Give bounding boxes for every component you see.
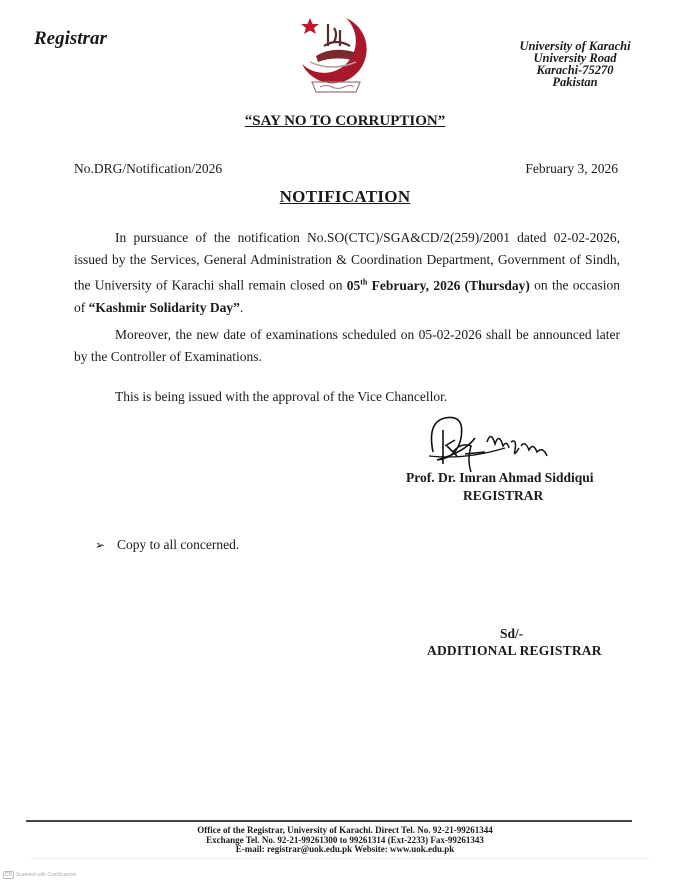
signed-mark: Sd/- bbox=[500, 626, 524, 641]
scanner-text: Scanned with CamScanner bbox=[15, 872, 77, 878]
p2-text: Moreover, the new date of examinations scheduled on 05-02-2026 shall be announced later by the Controller of Examinations. bbox=[74, 327, 620, 364]
document-title: NOTIFICATION bbox=[279, 187, 411, 206]
p1-text-c: . bbox=[239, 299, 244, 315]
signatory-name: Prof. Dr. Imran Ahmad Siddiqui bbox=[406, 470, 594, 485]
occasion-name: “Kashmir Solidarity Day” bbox=[88, 299, 240, 315]
office-heading: Registrar bbox=[34, 28, 107, 49]
footer-divider bbox=[26, 820, 632, 822]
closure-day-suffix: th bbox=[360, 277, 368, 286]
scan-artifact-line bbox=[30, 858, 650, 859]
copy-to-text: Copy to all concerned. bbox=[117, 537, 240, 552]
additional-registrar: ADDITIONAL REGISTRAR bbox=[427, 643, 602, 658]
notification-date: February 3, 2026 bbox=[525, 161, 618, 176]
closure-day: 05 bbox=[346, 277, 361, 293]
closure-date bbox=[347, 278, 530, 293]
university-crest-icon bbox=[296, 12, 376, 98]
footer-line-3: E-mail: registrar@uok.edu.pk Website: www.uok.edu.pk bbox=[235, 844, 455, 854]
camscanner-icon: CS bbox=[5, 872, 12, 878]
body-paragraph-3 bbox=[74, 386, 620, 408]
footer-line-1: Office of the Registrar, University of Karachi. Direct Tel. No. 92-21-99261344 bbox=[197, 825, 493, 835]
body-paragraph-1 bbox=[74, 227, 620, 319]
footer-contact bbox=[0, 826, 690, 855]
body-paragraph-2 bbox=[74, 324, 620, 368]
copy-to bbox=[95, 537, 239, 553]
p3-text: This is being issued with the approval of the Vice Chancellor. bbox=[115, 389, 448, 404]
scanner-watermark bbox=[3, 871, 77, 879]
closure-date-rest: February, 2026 (Thursday) bbox=[367, 277, 530, 293]
p1-text-a: In pursuance of the notification No.SO(CTC)/SGA&CD/2(259)/2001 dated 02-02-2026, issued by the Services, General Administration & Coordination Department, Government of Sindh, the University of Karachi shall remain closed on bbox=[74, 230, 620, 293]
signatory-designation: REGISTRAR bbox=[463, 488, 544, 503]
arrow-bullet-icon: ➢ bbox=[95, 538, 106, 552]
p1-text-b: on the occasion of bbox=[74, 277, 620, 315]
handwritten-signature-icon bbox=[425, 412, 555, 474]
slogan: “SAY NO TO CORRUPTION” bbox=[244, 113, 446, 129]
address-line: University Road bbox=[533, 51, 617, 65]
address-line: Karachi-75270 bbox=[536, 63, 614, 77]
address-line: University of Karachi bbox=[519, 39, 631, 53]
address-line: Pakistan bbox=[552, 75, 598, 89]
university-address bbox=[500, 40, 650, 88]
reference-number: No.DRG/Notification/2026 bbox=[74, 161, 223, 176]
footer-line-2: Exchange Tel. No. 92-21-99261300 to 99261314 (Ext-2233) Fax-99261343 bbox=[206, 834, 484, 845]
